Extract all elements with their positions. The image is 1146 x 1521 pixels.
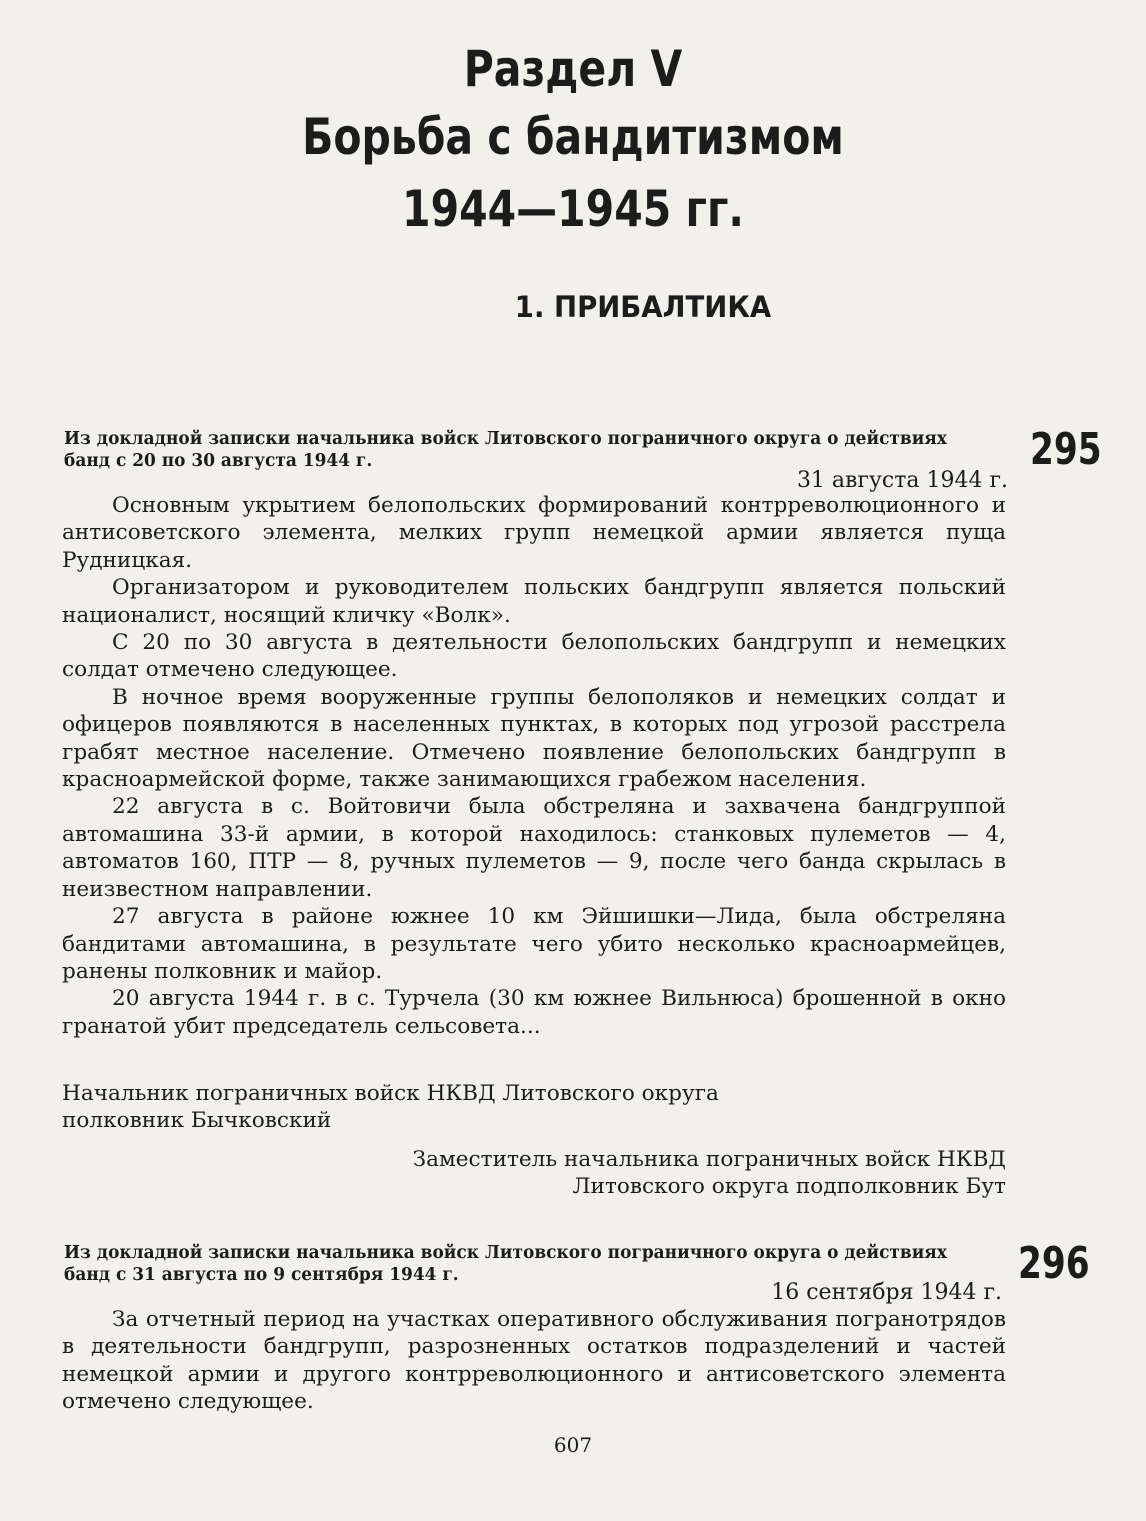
- page-number: 607: [553, 1433, 593, 1457]
- doc-295-signature-right: [413, 1146, 1006, 1201]
- doc-296-number: 296: [1018, 1238, 1090, 1289]
- paragraph: С 20 по 30 августа в деятельности белопольских бандгрупп и немецких солдат отмечено следующее.: [62, 630, 1006, 683]
- paragraph: 20 августа 1944 г. в с. Турчела (30 км южнее Вильнюса) брошенной в окно гранатой убит председатель сельсовета...: [62, 986, 1006, 1039]
- signature-line: Литовского округа подполковник Бут: [572, 1174, 1006, 1200]
- paragraph: За отчетный период на участках оперативного обслуживания погранотрядов в деятельности бандгрупп, разрозненных остатков подразделений и частей немецкой армии и другого контрреволюционного и антисоветского элемента отмечено следующее.: [62, 1307, 1006, 1415]
- section-title: Борьба с бандитизмом: [302, 108, 844, 166]
- doc-295-heading: Из докладной записки начальника войск Литовского пограничного округа о действиях банд с 20 по 30 августа 1944 г.: [64, 429, 947, 471]
- doc-295-body: [62, 492, 1006, 1040]
- signature-line: Заместитель начальника пограничных войск НКВД: [412, 1147, 1006, 1172]
- paragraph: 22 августа в с. Войтовичи была обстреляна и захвачена бандгруппой автомашина 33-й армии, в которой находилось: станковых пулеметов — 4, автоматов 160, ПТР — 8, ручных пулеметов — 9, после чего банда скрылась в неизвестном направлении.: [62, 794, 1006, 902]
- paragraph: Организатором и руководителем польских бандгрупп является польский националист, носящий кличку «Волк».: [62, 575, 1006, 628]
- doc-295-date: 31 августа 1944 г.: [796, 468, 1008, 493]
- signature-line: полковник Бычковский: [62, 1108, 332, 1134]
- doc-295-number: 295: [1030, 424, 1102, 475]
- doc-296-date: 16 сентября 1944 г.: [771, 1280, 1002, 1305]
- paragraph: 27 августа в районе южнее 10 км Эйшишки—Лида, была обстреляна бандитами автомашина, в результате чего убито несколько красноармейцев, ранены полковник и майор.: [62, 904, 1006, 984]
- doc-295-signature-left: [62, 1080, 719, 1135]
- paragraph: В ночное время вооруженные группы белополяков и немецких солдат и офицеров появляются в населенных пунктах, в которых под угрозой расстрела грабят местное население. Отмечено появление белопольских бандгрупп в красноармейской форме, также занимающихся грабежом населения.: [62, 684, 1006, 793]
- signature-line: Начальник пограничных войск НКВД Литовского округа: [62, 1081, 719, 1106]
- doc-296-heading: Из докладной записки начальника войск Литовского пограничного округа о действиях банд с 31 августа по 9 сентября 1944 г.: [64, 1243, 947, 1285]
- doc-296-body: [62, 1306, 1006, 1416]
- paragraph: Основным укрытием белопольских формирований контрреволюционного и антисоветского элемента, мелких групп немецкой армии является пуща Рудницкая.: [62, 493, 1006, 573]
- section-heading: Раздел V: [463, 40, 683, 98]
- subsection-title: 1. ПРИБАЛТИКА: [514, 290, 772, 324]
- section-years: 1944—1945 гг.: [402, 180, 744, 238]
